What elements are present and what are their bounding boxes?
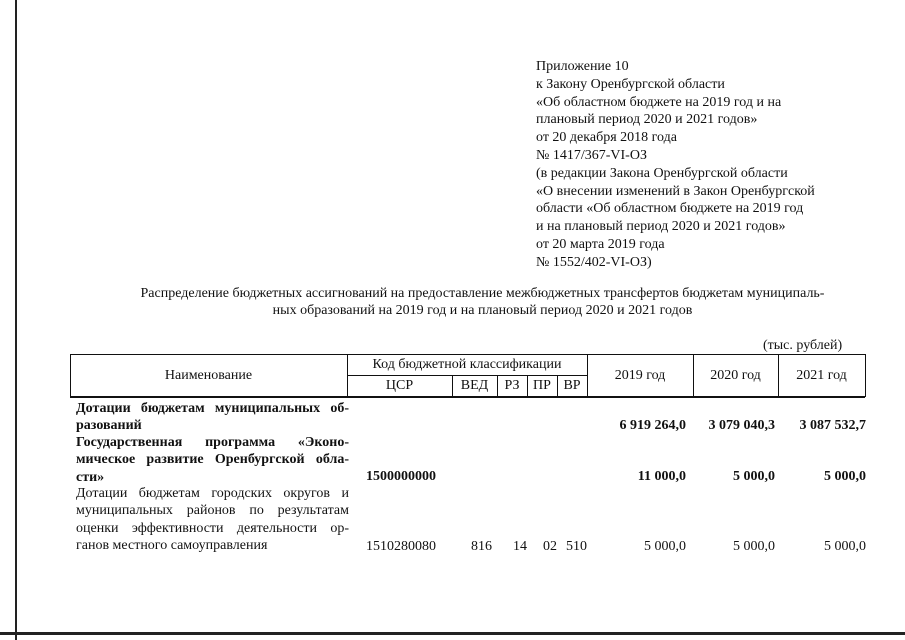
- row-name-line: Дотации бюджетам городских округов и: [76, 486, 349, 501]
- row-name-line: Государственная программа «Эконо-: [76, 435, 349, 450]
- title-line-2: ных образований на 2019 год и на плановый период 2020 и 2021 годов: [272, 303, 693, 318]
- row-name: [76, 485, 349, 555]
- row-value-2020: 5 000,0: [733, 539, 775, 554]
- row-value-2019: 5 000,0: [644, 539, 686, 554]
- row-value-2019: 11 000,0: [637, 469, 686, 484]
- appendix-line: (в редакции Закона Оренбургской области: [536, 165, 788, 181]
- row-pr: 02: [543, 539, 557, 554]
- header-ved: ВЕД: [460, 378, 489, 393]
- scan-bottom-edge: [0, 632, 905, 635]
- row-value-2021: 3 087 532,7: [799, 418, 866, 433]
- row-value-2019: 6 919 264,0: [619, 418, 686, 433]
- row-value-2021: 5 000,0: [824, 539, 866, 554]
- row-name-line: муниципальных районов по результатам: [76, 503, 349, 519]
- appendix-line: «Об областном бюджете на 2019 год и на: [536, 94, 782, 110]
- units-label: (тыс. рублей): [763, 338, 843, 353]
- header-2020: 2020 год: [710, 368, 761, 383]
- appendix-line: «О внесении изменений в Закон Оренбургской: [536, 183, 815, 199]
- appendix-line: области «Об областном бюджете на 2019 год: [536, 201, 804, 217]
- row-csr: 1510280080: [366, 539, 436, 554]
- appendix-header: [536, 58, 866, 272]
- row-name-line: оценки эффективности деятельности ор-: [76, 520, 349, 536]
- row-name: [76, 400, 349, 435]
- row-name-line: сти»: [76, 469, 105, 485]
- row-value-2020: 3 079 040,3: [708, 418, 775, 433]
- row-name-line: разований: [76, 418, 142, 434]
- row-name-line: мическое развитие Оренбургской обла-: [76, 452, 349, 468]
- appendix-line: плановый период 2020 и 2021 годов»: [536, 112, 758, 128]
- header-rz: РЗ: [504, 378, 520, 393]
- header-border-top: [70, 354, 865, 355]
- header-border-mid: [347, 375, 587, 376]
- scan-left-edge: [15, 0, 17, 640]
- row-value-2020: 5 000,0: [733, 469, 775, 484]
- row-csr: 1500000000: [366, 469, 436, 484]
- row-value-2021: 5 000,0: [824, 469, 866, 484]
- header-border-bottom: [70, 396, 865, 398]
- appendix-line: и на плановый период 2020 и 2021 годов»: [536, 219, 786, 235]
- row-name: [76, 434, 349, 486]
- header-vr: ВР: [563, 378, 581, 393]
- header-2021: 2021 год: [796, 368, 847, 383]
- appendix-line: Приложение 10: [536, 59, 629, 74]
- header-2019: 2019 год: [614, 368, 666, 383]
- header-csr: ЦСР: [385, 378, 414, 393]
- header-pr: ПР: [533, 378, 551, 393]
- appendix-line: № 1552/402-VI-ОЗ): [536, 254, 652, 270]
- header-classification: Код бюджетной классификации: [372, 357, 562, 372]
- row-ved: 816: [471, 539, 492, 554]
- header-vline: [865, 354, 866, 397]
- title-line-1: Распределение бюджетных ассигнований на предоставление межбюджетных трансфертов бюджетам муниципаль-: [140, 286, 825, 301]
- appendix-line: от 20 декабря 2018 года: [536, 130, 677, 146]
- row-name-line: Дотации бюджетам муниципальных об-: [76, 401, 349, 416]
- document-title: [60, 285, 905, 319]
- header-name: Наименование: [164, 368, 253, 383]
- appendix-line: № 1417/367-VI-ОЗ: [536, 147, 647, 163]
- appendix-line: от 20 марта 2019 года: [536, 236, 665, 252]
- row-vr: 510: [566, 539, 587, 554]
- appendix-line: к Закону Оренбургской области: [536, 76, 725, 92]
- row-rz: 14: [513, 539, 527, 554]
- row-name-line: ганов местного самоуправления: [76, 538, 268, 554]
